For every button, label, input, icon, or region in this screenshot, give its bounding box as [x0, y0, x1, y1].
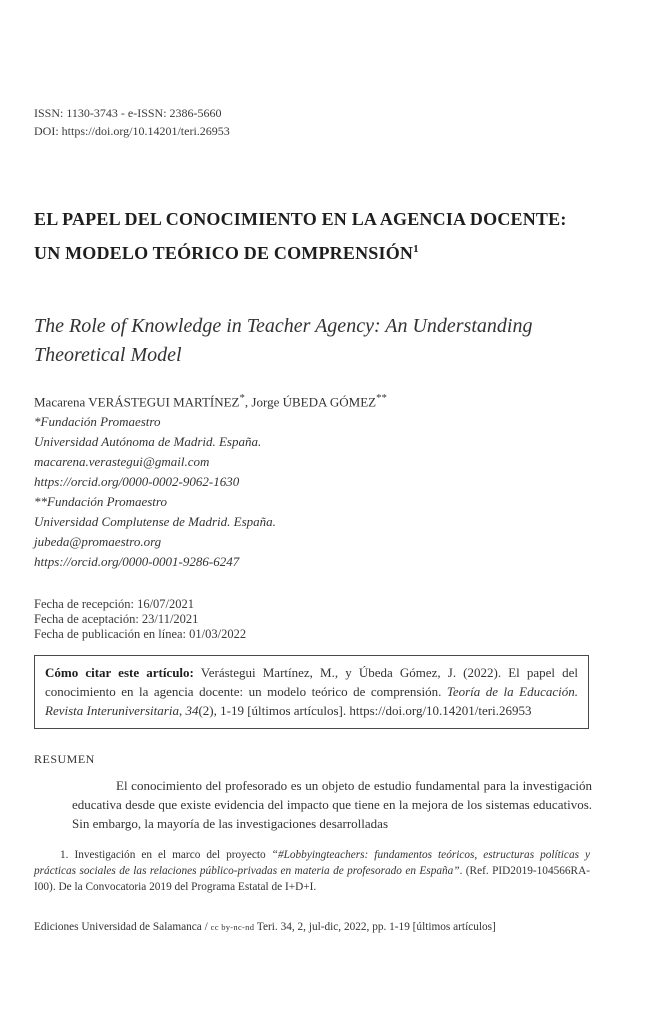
citation-text-c[interactable]: (2), 1-19 [últimos artículos]. https://doi.org/10.14201/teri.26953 [198, 703, 532, 718]
citation-text-b: , [178, 703, 186, 718]
affiliation-2-university: Universidad Complutense de Madrid. España. [34, 514, 276, 530]
article-subtitle: The Role of Knowledge in Teacher Agency: An Understanding Theoretical Model [34, 315, 533, 366]
footer-license: cc by-nc-nd [210, 922, 255, 932]
resumen-body: El conocimiento del profesorado es un objeto de estudio fundamental para la investigación educativa desde que existe evidencia del impacto que tiene en la mejora de los sistemas educativos. Sin embargo, la mayoría de las investigaciones desarrolladas [72, 778, 592, 831]
page-footer [34, 921, 594, 933]
resumen-heading: RESUMEN [34, 752, 95, 766]
affiliation-2-org: **Fundación Promaestro [34, 494, 167, 510]
footnote-text-a: Investigación en el marco del proyecto [68, 849, 272, 861]
author-2-orcid[interactable]: https://orcid.org/0000-0001-9286-6247 [34, 554, 240, 570]
author-1-mark: * [239, 392, 245, 404]
citation-journal: Teoría de la Educación. Revista Interuniversitaria [45, 684, 578, 718]
date-published: Fecha de publicación en línea: 01/03/2022 [34, 627, 247, 641]
affiliation-1-org: *Fundación Promaestro [34, 414, 161, 430]
footnote-italic: “#Lobbyingteachers: fundamentos teóricos, estructuras políticas y prácticas sociales de las relaciones público-privadas en materia de profesorado en España” [34, 849, 590, 877]
footnote [34, 847, 590, 895]
author-1-email[interactable]: macarena.verastegui@gmail.com [34, 454, 210, 470]
authors-block [34, 388, 387, 572]
citation-text-a: Verástegui Martínez, M., y Úbeda Gómez, J. (2022). El papel del conocimiento en la agencia docente: un modelo teórico de comprensión. [45, 665, 579, 699]
footer-publisher: Ediciones Universidad de Salamanca / [34, 921, 211, 933]
title-text: EL PAPEL DEL CONOCIMIENTO EN LA AGENCIA DOCENTE: UN MODELO TEÓRICO DE COMPRENSIÓN [34, 209, 567, 263]
title-footnote-mark[interactable]: 1 [413, 243, 419, 255]
author-separator: , [244, 394, 252, 410]
citation-label: Cómo citar este artículo: [45, 665, 194, 680]
citation-volume: 34 [185, 703, 199, 718]
doi-line[interactable]: DOI: https://doi.org/10.14201/teri.26953 [34, 124, 230, 138]
issn-line: ISSN: 1130-3743 - e-ISSN: 2386-5660 [34, 106, 222, 120]
date-received: Fecha de recepción: 16/07/2021 [34, 597, 195, 611]
footnote-text-b: . (Ref. PID2019-104566RA-I00). De la Convocatoria 2019 del Programa Estatal de I+D+I. [34, 865, 590, 893]
author-2-mark: ** [376, 392, 387, 404]
citation-box [34, 655, 589, 729]
author-line [34, 388, 387, 412]
footer-info: Teri. 34, 2, jul-dic, 2022, pp. 1-19 [últimos artículos] [254, 921, 496, 933]
affiliation-1-university: Universidad Autónoma de Madrid. España. [34, 434, 262, 450]
article-title [34, 204, 594, 268]
author-1-name: Macarena VERÁSTEGUI MARTÍNEZ [34, 394, 240, 410]
author-2-email[interactable]: jubeda@promaestro.org [34, 534, 162, 550]
footnote-number: 1. [60, 849, 69, 861]
author-2-name: Jorge ÚBEDA GÓMEZ [251, 394, 377, 410]
author-1-orcid[interactable]: https://orcid.org/0000-0002-9062-1630 [34, 474, 240, 490]
dates-block [34, 597, 246, 642]
date-accepted: Fecha de aceptación: 23/11/2021 [34, 612, 199, 626]
